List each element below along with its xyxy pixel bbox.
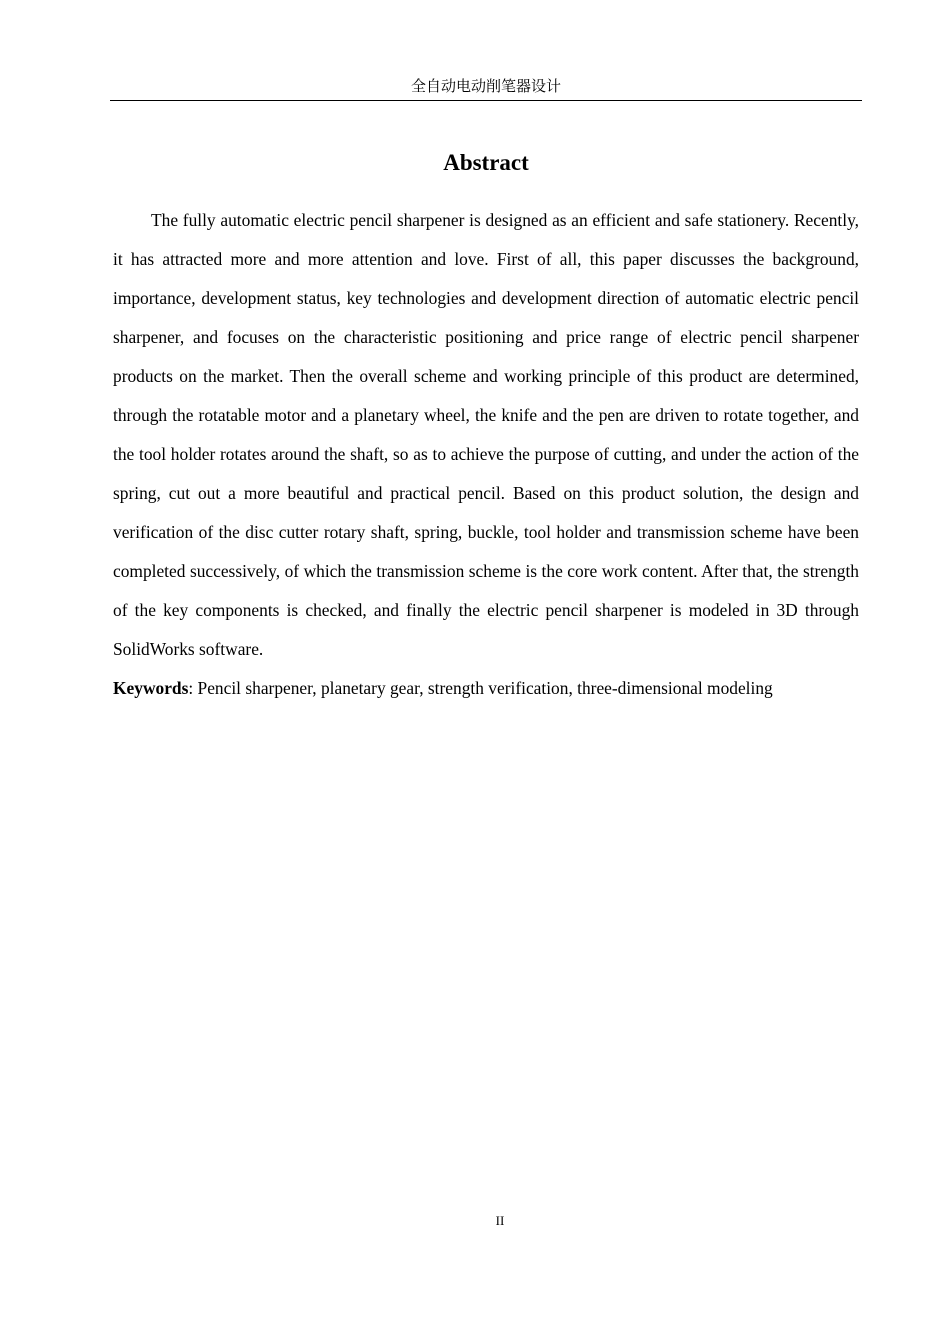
abstract-heading: Abstract xyxy=(443,150,529,175)
running-header: 全自动电动削笔器设计 xyxy=(410,77,561,95)
page-number: II xyxy=(495,1213,505,1228)
keywords-text: : Pencil sharpener, planetary gear, strength verification, three-dimensional modeling xyxy=(188,678,773,698)
keywords-line xyxy=(113,669,859,708)
abstract-body: The fully automatic electric pencil sharpener is designed as an efficient and safe stationery. Recently, it has attracted more and more attention and love. First of all, this paper discusses the background, importance, development status, key technologies and development direction of automatic electric pencil sharpener, and focuses on the characteristic positioning and price range of electric pencil sharpener products on the market. Then the overall scheme and working principle of this product are determined, through the rotatable motor and a planetary wheel, the knife and the pen are driven to rotate together, and the tool holder rotates around the shaft, so as to achieve the purpose of cutting, and under the action of the spring, cut out a more beautiful and practical pencil. Based on this product solution, the design and verification of the disc cutter rotary shaft, spring, buckle, tool holder and transmission scheme have been completed successively, of which the transmission scheme is the core work content. After that, the strength of the key components is checked, and finally the electric pencil sharpener is modeled in 3D through SolidWorks software. xyxy=(113,210,859,659)
keywords-label: Keywords xyxy=(113,678,189,698)
header-divider xyxy=(110,100,862,101)
